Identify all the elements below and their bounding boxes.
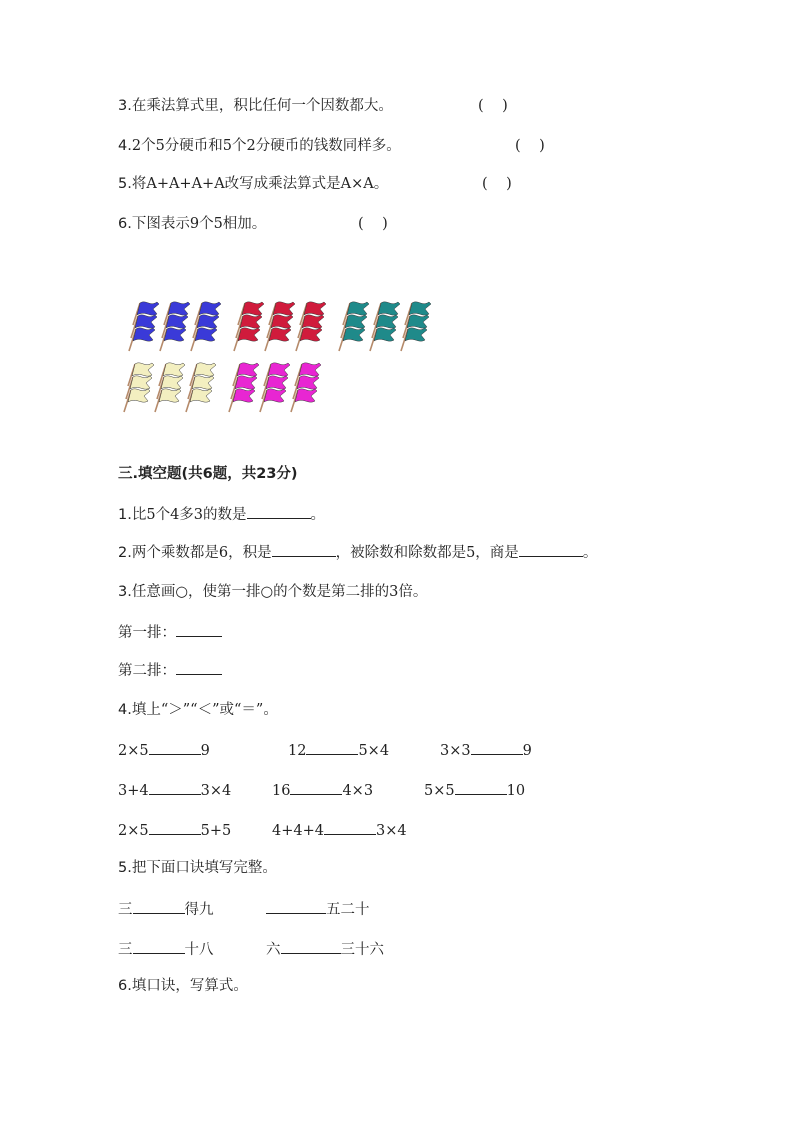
q-number: 5. [118, 860, 132, 876]
answer-blank[interactable] [290, 780, 342, 795]
q-number: 6. [118, 216, 132, 232]
compare-item: 5×5 10 [424, 780, 525, 799]
answer-blank[interactable] [149, 740, 201, 755]
q-text: 任意画○，使第一排○的个数是第二排的3倍。 [131, 584, 428, 600]
answer-blank[interactable] [272, 542, 336, 557]
answer-blank[interactable] [266, 899, 326, 914]
fill-q4 [118, 700, 278, 720]
q-number: 3. [118, 584, 132, 600]
answer-blank[interactable] [471, 740, 523, 755]
flag-group [129, 302, 221, 351]
q-text: 把下面口诀填写完整。 [131, 860, 277, 876]
q-number: 5. [118, 176, 132, 192]
q-text-end: 。 [582, 545, 598, 561]
answer-blank[interactable] [149, 820, 201, 835]
compare-item: 3+4 3×4 [118, 780, 231, 799]
rhyme-item: 六 三十六 [266, 938, 384, 959]
q-number: 2. [118, 545, 132, 561]
q-text: 在乘法算式里，积比任何一个因数都大。 [131, 98, 393, 114]
compare-item: 16 4×3 [272, 780, 373, 799]
row2-label [118, 660, 222, 681]
q-number: 3. [118, 98, 132, 114]
section-title: 三.填空题(共6题，共23分) [118, 466, 298, 482]
answer-blank[interactable] [281, 939, 341, 954]
q-text: 将A+A+A+A改写成乘法算式是A×A。 [131, 176, 389, 192]
compare-item: 3×3 9 [440, 740, 532, 759]
q-number: 4. [118, 138, 132, 154]
q-text: 下图表示9个5相加。 [131, 216, 267, 232]
answer-paren[interactable]: ( ) [482, 176, 512, 192]
compare-item: 4+4+4 3×4 [272, 820, 407, 839]
flag-group [229, 363, 321, 412]
answer-paren[interactable]: ( ) [478, 98, 508, 114]
answer-paren[interactable]: ( ) [358, 216, 388, 232]
rhyme-item: 三 得九 [118, 898, 214, 919]
compare-item: 2×5 5+5 [118, 820, 231, 839]
q-text-mid: ，被除数和除数都是5，商是 [335, 545, 519, 561]
fill-q6 [118, 976, 248, 996]
answer-blank[interactable] [324, 820, 376, 835]
fill-q3 [118, 582, 427, 602]
compare-item: 12 5×4 [288, 740, 389, 759]
q-text: 2个5分硬币和5个2分硬币的钱数同样多。 [131, 138, 401, 154]
q-text: 两个乘数都是6，积是 [131, 545, 272, 561]
answer-blank[interactable] [133, 899, 185, 914]
answer-blank[interactable] [176, 660, 222, 675]
answer-blank[interactable] [247, 504, 311, 519]
answer-paren[interactable]: ( ) [515, 138, 545, 154]
fill-q1 [118, 504, 325, 525]
fill-q5 [118, 858, 277, 878]
answer-blank[interactable] [149, 780, 201, 795]
flag-group [339, 302, 431, 351]
flag-group [124, 363, 216, 412]
rhyme-item: 五二十 [266, 898, 370, 919]
answer-blank[interactable] [519, 542, 583, 557]
row1-text: 第一排： [118, 625, 176, 641]
q-text: 比5个4多3的数是 [131, 507, 247, 523]
q-number: 6. [118, 978, 132, 994]
answer-blank[interactable] [133, 939, 185, 954]
rhyme-item: 三 十八 [118, 938, 214, 959]
q-number: 4. [118, 702, 132, 718]
answer-blank[interactable] [306, 740, 358, 755]
compare-item: 2×5 9 [118, 740, 210, 759]
row2-text: 第二排： [118, 663, 176, 679]
row1-label [118, 622, 222, 643]
answer-blank[interactable] [176, 622, 222, 637]
flag-group [234, 302, 326, 351]
answer-blank[interactable] [455, 780, 507, 795]
q-text-end: 。 [310, 507, 326, 523]
q-text: 填上“＞”“＜”或“＝”。 [131, 702, 278, 718]
q-number: 1. [118, 507, 132, 523]
fill-q2 [118, 542, 597, 563]
q-text: 填口诀，写算式。 [131, 978, 248, 994]
